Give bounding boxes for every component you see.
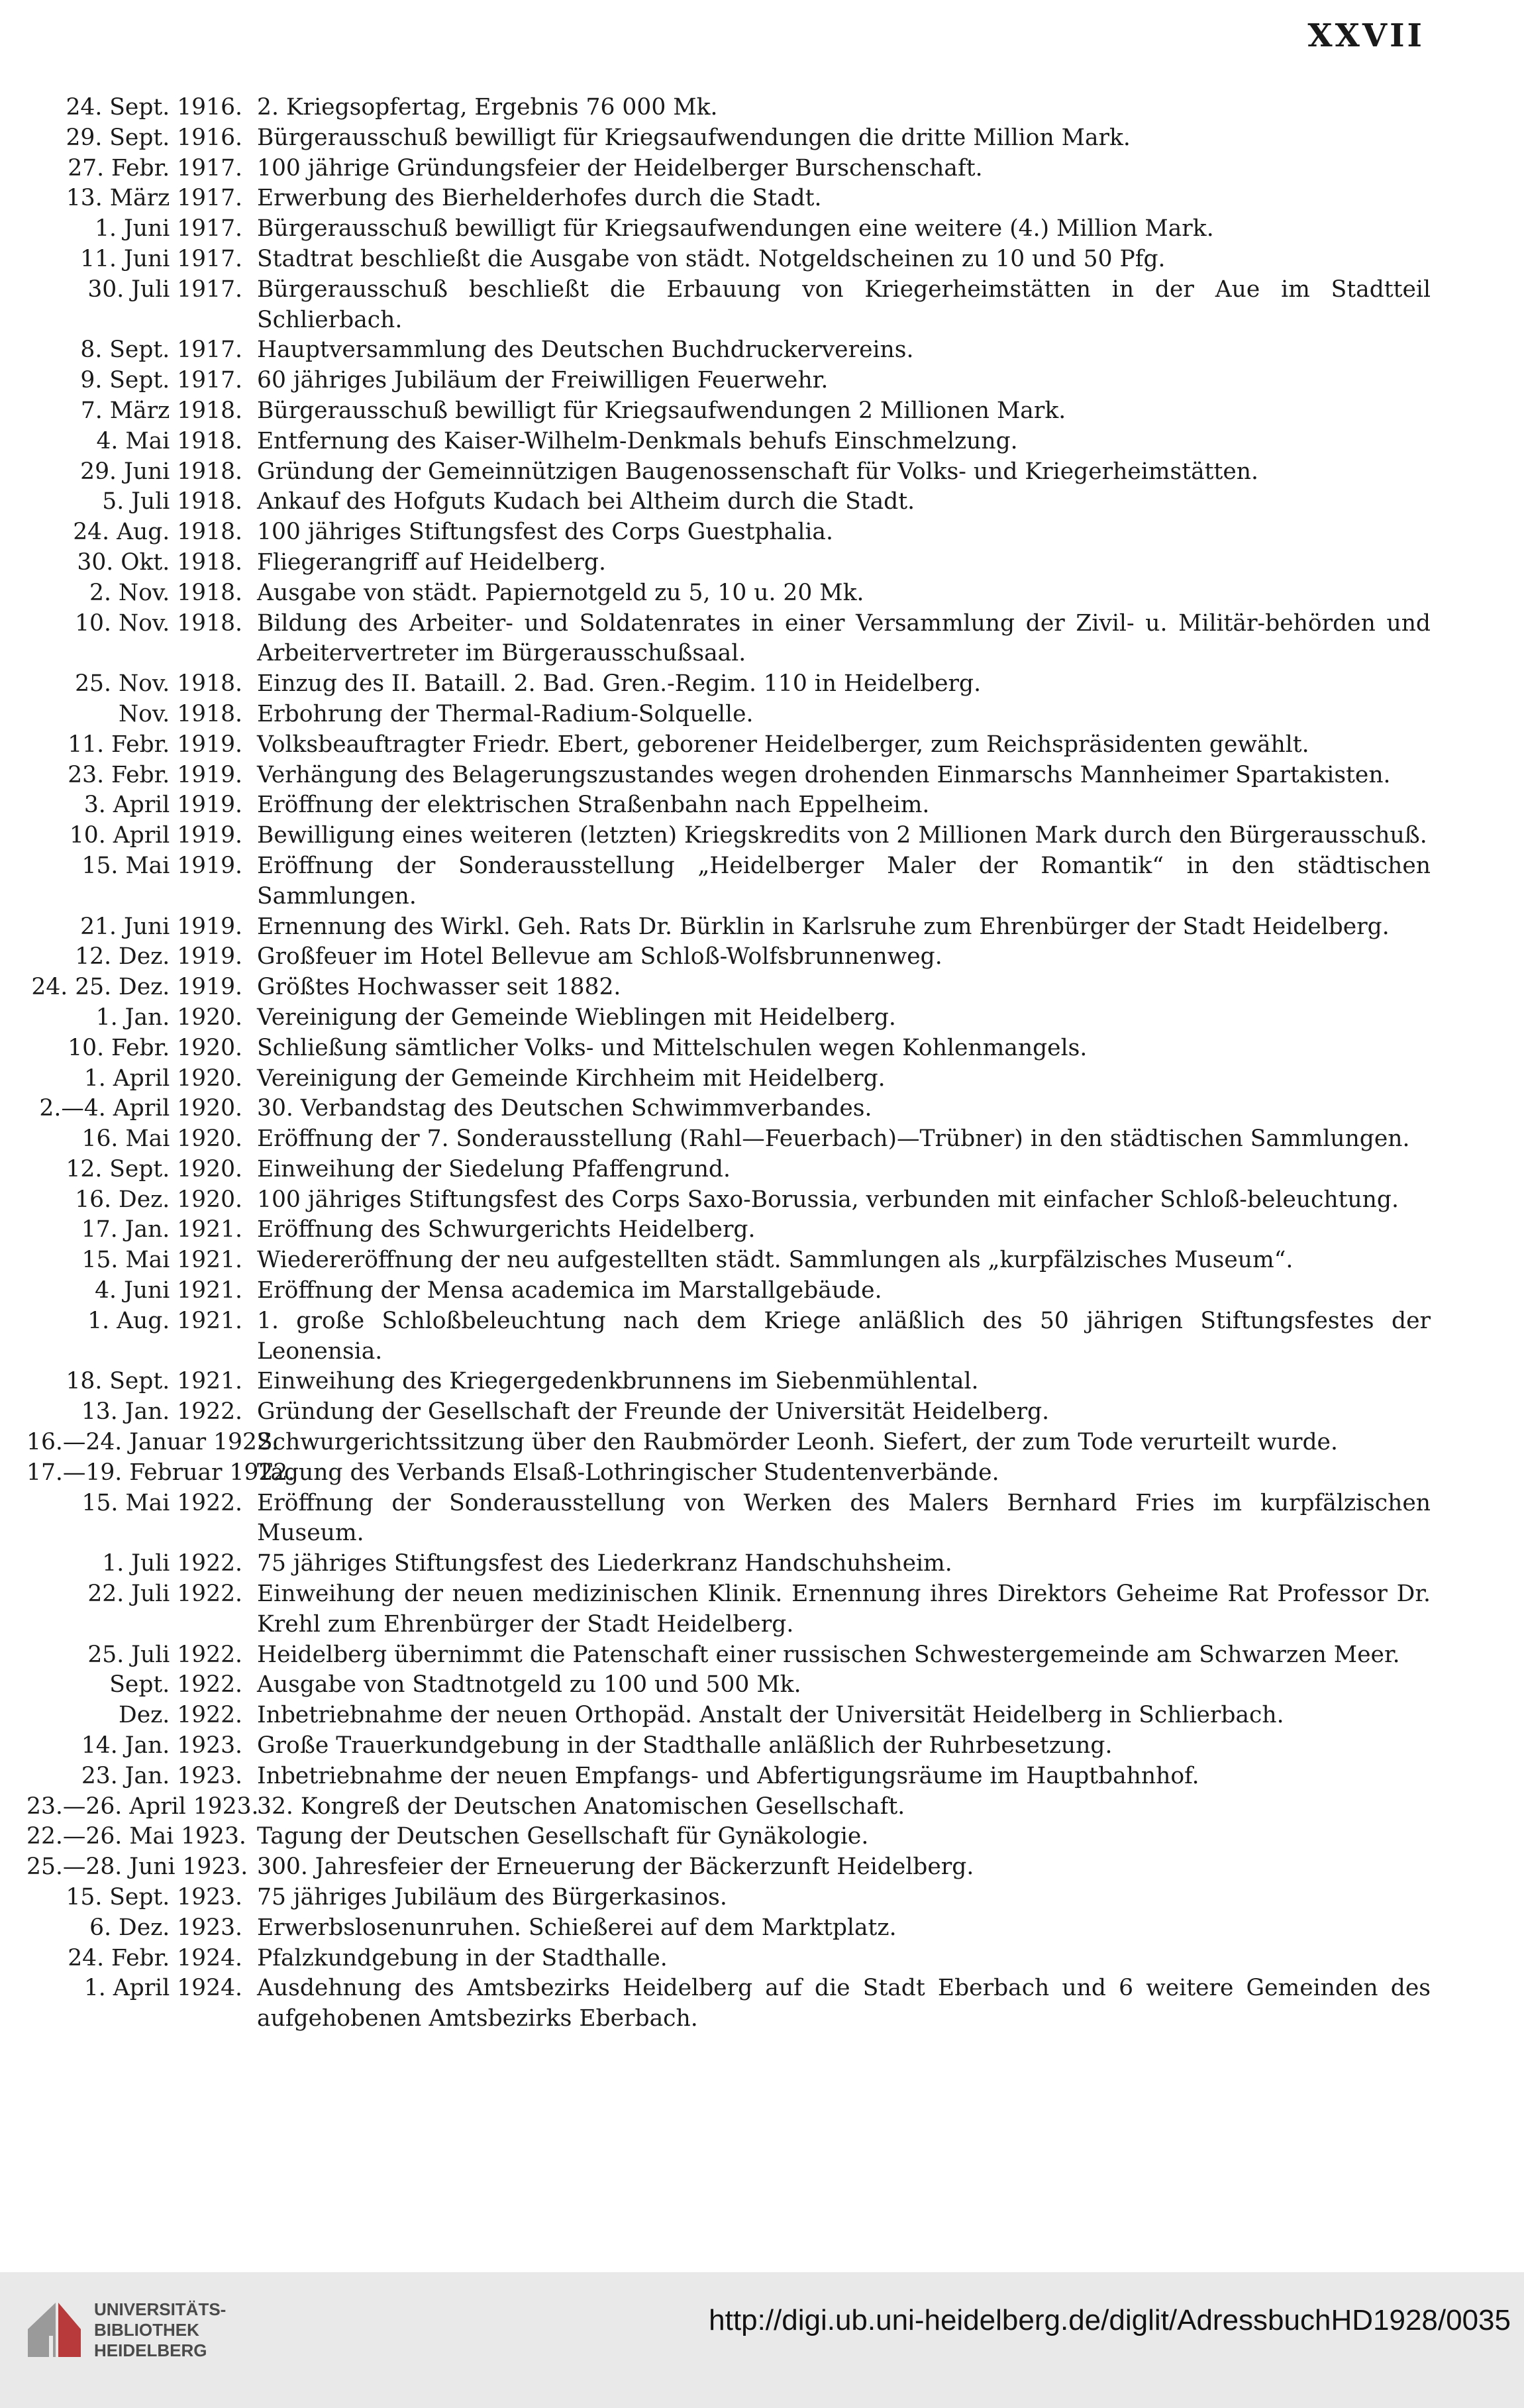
chronicle-entry: [26, 1579, 1431, 1640]
entry-date: 4. Mai 1918.: [96, 427, 242, 454]
chronicle-entry: [26, 1670, 1431, 1701]
chronicle-entry: [26, 1822, 1431, 1852]
entry-date: 12. Dez. 1919.: [75, 943, 242, 970]
entry-date: 1. Juni 1917.: [95, 215, 242, 242]
entry-text: Bewilligung eines weiteren (letzten) Kriegskredits von 2 Millionen Mark durch den Bürgerausschuß.: [257, 822, 1427, 849]
entry-date: 1. Juli 1922.: [102, 1550, 242, 1577]
chronicle-entry: [26, 427, 1431, 457]
entry-text: 32. Kongreß der Deutschen Anatomischen Gesellschaft.: [257, 1793, 905, 1820]
entry-date: 16. Mai 1920.: [81, 1125, 242, 1153]
chronicle-entry: [26, 1306, 1431, 1367]
entry-date: 30. Juli 1917.: [87, 276, 242, 303]
entry-text: Erbohrung der Thermal-Radium-Solquelle.: [257, 700, 754, 727]
chronicle-entry: [26, 154, 1431, 184]
entry-text: Eröffnung des Schwurgerichts Heidelberg.: [257, 1216, 756, 1243]
entry-date: 25.—28. Juni 1923.: [26, 1854, 248, 1881]
entry-date: 24. 25. Dez. 1919.: [31, 974, 242, 1001]
chronicle-entry: [26, 1944, 1431, 1974]
chronicle-entry: [26, 1064, 1431, 1094]
entry-date: 18. Sept. 1921.: [66, 1368, 242, 1395]
entry-date: 24. Febr. 1924.: [68, 1944, 242, 1971]
entry-text: 100 jährige Gründungsfeier der Heidelberger Burschenschaft.: [257, 154, 983, 182]
page-number: XXVII: [1307, 17, 1425, 54]
chronicle-entry: [26, 366, 1431, 396]
entry-text: Inbetriebnahme der neuen Empfangs- und Abfertigungsräume im Hauptbahnhof.: [257, 1762, 1199, 1789]
chronicle-entry: [26, 275, 1431, 336]
library-name-line-3: HEIDELBERG: [94, 2340, 207, 2360]
entry-date: 1. April 1924.: [83, 1975, 242, 2002]
chronicle-entry: [26, 1852, 1431, 1883]
chronicle-entry: [26, 609, 1431, 670]
entry-text: Tagung der Deutschen Gesellschaft für Gynäkologie.: [257, 1823, 869, 1850]
entry-date: 29. Sept. 1916.: [66, 124, 242, 151]
entry-text: Ausdehnung des Amtsbezirks Heidelberg auf die Stadt Eberbach und 6 weitere Gemeinden des aufgehobenen Amtsbezirks Eberbach.: [257, 1975, 1431, 2032]
entry-text: Eröffnung der 7. Sonderausstellung (Rahl—Feuerbach)—Trübner) in den städtischen Sammlungen.: [257, 1125, 1410, 1153]
entry-text: Ankauf des Hofguts Kudach bei Altheim durch die Stadt.: [257, 488, 915, 515]
entry-date: 12. Sept. 1920.: [66, 1155, 242, 1182]
entry-text: Hauptversammlung des Deutschen Buchdruckervereins.: [257, 337, 914, 364]
entry-text: 300. Jahresfeier der Erneuerung der Bäckerzunft Heidelberg.: [257, 1854, 974, 1881]
entry-date: 17. Jan. 1921.: [81, 1216, 242, 1243]
entry-date: 2. Nov. 1918.: [89, 579, 242, 606]
chronicle-entry: [26, 1458, 1431, 1489]
entry-text: 1. große Schloßbeleuchtung nach dem Kriege anläßlich des 50 jährigen Stiftungsfestes der Leonensia.: [257, 1307, 1431, 1365]
chronicle-entry: [26, 1003, 1431, 1033]
chronicle-entry: [26, 487, 1431, 517]
entry-text: Einweihung des Kriegergedenkbrunnens im Siebenmühlental.: [257, 1368, 979, 1395]
entry-date: 10. Febr. 1920.: [68, 1034, 242, 1061]
entry-date: 2.—4. April 1920.: [39, 1095, 242, 1122]
chronicle-entry: [26, 1640, 1431, 1671]
entry-text: Eröffnung der Sonderausstellung „Heidelberger Maler der Romantik“ in den städtischen Sammlungen.: [257, 852, 1431, 910]
entry-date: 16.—24. Januar 1922.: [26, 1429, 279, 1456]
entry-date: 27. Febr. 1917.: [68, 154, 242, 182]
entry-date: 9. Sept. 1917.: [80, 367, 242, 394]
entry-date: 11. Juni 1917.: [80, 245, 242, 272]
chronicle-entry: [26, 1731, 1431, 1761]
chronicle-entry: [26, 548, 1431, 578]
entry-date: 22.—26. Mai 1923.: [26, 1823, 246, 1850]
chronicle-entry: [26, 1155, 1431, 1185]
chronicle-entry: [26, 335, 1431, 366]
entry-text: 100 jähriges Stiftungsfest des Corps Saxo-Borussia, verbunden mit einfacher Schloß-beleuchtung.: [257, 1186, 1399, 1213]
chronicle-entry: [26, 1792, 1431, 1822]
chronicle-entry: [26, 1913, 1431, 1944]
entry-text: Fliegerangriff auf Heidelberg.: [257, 549, 606, 576]
entry-date: 24. Sept. 1916.: [66, 94, 242, 121]
entry-text: Erwerbung des Bierhelderhofes durch die Stadt.: [257, 185, 822, 212]
entry-text: Verhängung des Belagerungszustandes wegen drohenden Einmarschs Mannheimer Spartakisten.: [257, 761, 1391, 788]
library-name: [94, 2299, 226, 2361]
entry-text: Vereinigung der Gemeinde Wieblingen mit Heidelberg.: [257, 1004, 896, 1031]
library-name-line-2: BIBLIOTHEK: [94, 2319, 199, 2340]
chronicle-entry: [26, 700, 1431, 730]
entry-date: 3. April 1919.: [83, 792, 242, 819]
entry-text: Stadtrat beschließt die Ausgabe von städt. Notgeldscheinen zu 10 und 50 Pfg.: [257, 245, 1166, 272]
entry-date: 1. Jan. 1920.: [95, 1004, 242, 1031]
entry-text: Wiedereröffnung der neu aufgestellten städt. Sammlungen als „kurpfälzisches Museum“.: [257, 1247, 1294, 1274]
entry-text: Einweihung der Siedelung Pfaffengrund.: [257, 1155, 731, 1182]
chronicle-entry: [26, 1973, 1431, 2034]
entry-text: Gründung der Gemeinnützigen Baugenossenschaft für Volks- und Kriegerheimstätten.: [257, 458, 1258, 485]
chronicle-entry: [26, 1276, 1431, 1306]
entry-text: Vereinigung der Gemeinde Kirchheim mit Heidelberg.: [257, 1065, 886, 1092]
entry-text: Schwurgerichtssitzung über den Raubmörder Leonh. Siefert, der zum Tode verurteilt wurde.: [257, 1429, 1338, 1456]
chronicle-entry: [26, 1245, 1431, 1276]
chronicle-entry: [26, 1701, 1431, 1731]
entry-date: 15. Mai 1919.: [81, 852, 242, 879]
entry-date: Dez. 1922.: [119, 1702, 242, 1729]
chronicle-entry: [26, 578, 1431, 609]
chronicle-entry: [26, 1033, 1431, 1064]
entry-text: Einzug des II. Bataill. 2. Bad. Gren.-Regim. 110 in Heidelberg.: [257, 670, 982, 698]
entry-date: 7. März 1918.: [80, 397, 242, 424]
entry-date: 30. Okt. 1918.: [77, 549, 242, 576]
entry-text: Größtes Hochwasser seit 1882.: [257, 974, 621, 1001]
entry-text: Eröffnung der Mensa academica im Marstallgebäude.: [257, 1277, 882, 1304]
entry-date: 5. Juli 1918.: [102, 488, 242, 515]
entry-date: 23. Febr. 1919.: [68, 761, 242, 788]
chronicle-entry: [26, 1185, 1431, 1216]
chronicle-entry: [26, 244, 1431, 275]
chronicle-entry: [26, 457, 1431, 488]
chronicle-entry: [26, 93, 1431, 123]
entry-date: 22. Juli 1922.: [87, 1581, 242, 1608]
entry-text: Bildung des Arbeiter- und Soldatenrates in einer Versammlung der Zivil- u. Militär-behörden und Arbeitervertreter im Bürgerausschußsaal.: [257, 609, 1431, 667]
entry-text: Bürgerausschuß beschließt die Erbauung von Kriegerheimstätten in der Aue im Stadtteil Schlierbach.: [257, 276, 1431, 333]
library-logo[interactable]: [26, 2299, 226, 2361]
entry-text: Erwerbslosenunruhen. Schießerei auf dem Marktplatz.: [257, 1914, 897, 1941]
chronicle-entry: [26, 1397, 1431, 1428]
entry-text: Bürgerausschuß bewilligt für Kriegsaufwendungen die dritte Million Mark.: [257, 124, 1131, 151]
chronicle-entry: [26, 517, 1431, 548]
entry-date: 10. Nov. 1918.: [75, 609, 242, 637]
chronicle-entry: [26, 821, 1431, 851]
chronicle-entry: [26, 730, 1431, 760]
chronicle-entry: [26, 1094, 1431, 1124]
entry-text: Ernennung des Wirkl. Geh. Rats Dr. Bürklin in Karlsruhe zum Ehrenbürger der Stadt Heidelberg.: [257, 913, 1390, 940]
entry-date: 1. April 1920.: [83, 1065, 242, 1092]
entry-date: 15. Mai 1921.: [81, 1247, 242, 1274]
entry-date: 29. Juni 1918.: [80, 458, 242, 485]
chronicle-entry: [26, 942, 1431, 972]
entry-text: Heidelberg übernimmt die Patenschaft einer russischen Schwestergemeinde am Schwarzen Meer.: [257, 1641, 1400, 1668]
library-emblem-icon: [26, 2299, 82, 2361]
entry-text: Eröffnung der Sonderausstellung von Werken des Malers Bernhard Fries im kurpfälzischen Museum.: [257, 1489, 1431, 1547]
entry-text: Volksbeauftragter Friedr. Ebert, geborener Heidelberger, zum Reichspräsidenten gewählt.: [257, 731, 1309, 758]
entry-text: Große Trauerkundgebung in der Stadthalle anläßlich der Ruhrbesetzung.: [257, 1732, 1113, 1759]
entry-date: 23.—26. April 1923.: [26, 1793, 259, 1820]
entry-date: 4. Juni 1921.: [95, 1277, 242, 1304]
chronicle-entry: [26, 1367, 1431, 1397]
chronicle-entry: [26, 123, 1431, 154]
chronicle-entry: [26, 669, 1431, 700]
entry-text: Entfernung des Kaiser-Wilhelm-Denkmals behufs Einschmelzung.: [257, 427, 1018, 454]
entry-date: 25. Nov. 1918.: [75, 670, 242, 698]
entry-text: Einweihung der neuen medizinischen Klinik. Ernennung ihres Direktors Geheime Rat Professor Dr. Krehl zum Ehrenbürger der Stadt Heidelberg.: [257, 1581, 1431, 1638]
entry-date: 8. Sept. 1917.: [80, 337, 242, 364]
chronicle-entry: [26, 1761, 1431, 1792]
entry-date: 16. Dez. 1920.: [75, 1186, 242, 1213]
entry-date: 13. Jan. 1922.: [81, 1398, 242, 1426]
chronicle-entry: [26, 972, 1431, 1003]
entry-date: 24. Aug. 1918.: [73, 519, 242, 546]
entry-text: Ausgabe von städt. Papiernotgeld zu 5, 10 u. 20 Mk.: [257, 579, 864, 606]
entry-text: 30. Verbandstag des Deutschen Schwimmverbandes.: [257, 1095, 872, 1122]
entry-date: 14. Jan. 1923.: [81, 1732, 242, 1759]
chronicle-entry: [26, 1124, 1431, 1155]
entry-text: 2. Kriegsopfertag, Ergebnis 76 000 Mk.: [257, 94, 718, 121]
entry-text: Bürgerausschuß bewilligt für Kriegsaufwendungen 2 Millionen Mark.: [257, 397, 1066, 424]
chronicle-entry: [26, 214, 1431, 244]
entry-text: Tagung des Verbands Elsaß-Lothringischer Studentenverbände.: [257, 1459, 999, 1486]
entry-date: Nov. 1918.: [118, 700, 242, 727]
entry-text: Gründung der Gesellschaft der Freunde der Universität Heidelberg.: [257, 1398, 1050, 1426]
entry-date: 21. Juni 1919.: [80, 913, 242, 940]
entry-text: Großfeuer im Hotel Bellevue am Schloß-Wolfsbrunnenweg.: [257, 943, 942, 970]
chronicle-entry: [26, 1883, 1431, 1913]
footer-band: [0, 2272, 1524, 2408]
chronicle-entry: [26, 1428, 1431, 1458]
entry-date: 17.—19. Februar 1922.: [26, 1459, 295, 1486]
entry-date: 6. Dez. 1923.: [89, 1914, 242, 1941]
entry-text: 100 jähriges Stiftungsfest des Corps Guestphalia.: [257, 519, 833, 546]
chronicle-entry: [26, 912, 1431, 943]
entry-date: 15. Mai 1922.: [81, 1489, 242, 1516]
chronicle-entry: [26, 1549, 1431, 1579]
chronicle-entry: [26, 760, 1431, 791]
entry-date: 1. Aug. 1921.: [87, 1307, 242, 1334]
entry-date: 13. März 1917.: [66, 185, 242, 212]
entry-text: 60 jähriges Jubiläum der Freiwilligen Feuerwehr.: [257, 367, 829, 394]
chronicle-entry: [26, 396, 1431, 427]
chronicle-entry: [26, 1489, 1431, 1549]
source-url-link[interactable]: http://digi.ub.uni-heidelberg.de/diglit/AdressbuchHD1928/0035: [709, 2304, 1511, 2336]
chronicle-entry: [26, 790, 1431, 821]
entry-text: Pfalzkundgebung in der Stadthalle.: [257, 1944, 668, 1971]
entry-text: Ausgabe von Stadtnotgeld zu 100 und 500 Mk.: [257, 1671, 801, 1699]
entry-text: 75 jähriges Jubiläum des Bürgerkasinos.: [257, 1884, 727, 1911]
entry-text: 75 jähriges Stiftungsfest des Liederkranz Handschuhsheim.: [257, 1550, 952, 1577]
entry-date: 25. Juli 1922.: [87, 1641, 242, 1668]
entry-date: 23. Jan. 1923.: [81, 1762, 242, 1789]
entry-date: 10. April 1919.: [69, 822, 242, 849]
entry-date: Sept. 1922.: [109, 1671, 242, 1699]
chronicle-entry: [26, 851, 1431, 912]
library-name-line-1: UNIVERSITÄTS-: [94, 2299, 227, 2319]
entry-date: 11. Febr. 1919.: [68, 731, 242, 758]
entry-date: 15. Sept. 1923.: [66, 1884, 242, 1911]
entry-text: Bürgerausschuß bewilligt für Kriegsaufwendungen eine weitere (4.) Million Mark.: [257, 215, 1214, 242]
entry-text: Schließung sämtlicher Volks- und Mittelschulen wegen Kohlenmangels.: [257, 1034, 1088, 1061]
chronicle-entry: [26, 1215, 1431, 1245]
entry-text: Eröffnung der elektrischen Straßenbahn nach Eppelheim.: [257, 792, 930, 819]
chronicle-entry: [26, 183, 1431, 214]
entry-text: Inbetriebnahme der neuen Orthopäd. Anstalt der Universität Heidelberg in Schlierbach.: [257, 1702, 1284, 1729]
chronicle-list: [26, 93, 1431, 2034]
